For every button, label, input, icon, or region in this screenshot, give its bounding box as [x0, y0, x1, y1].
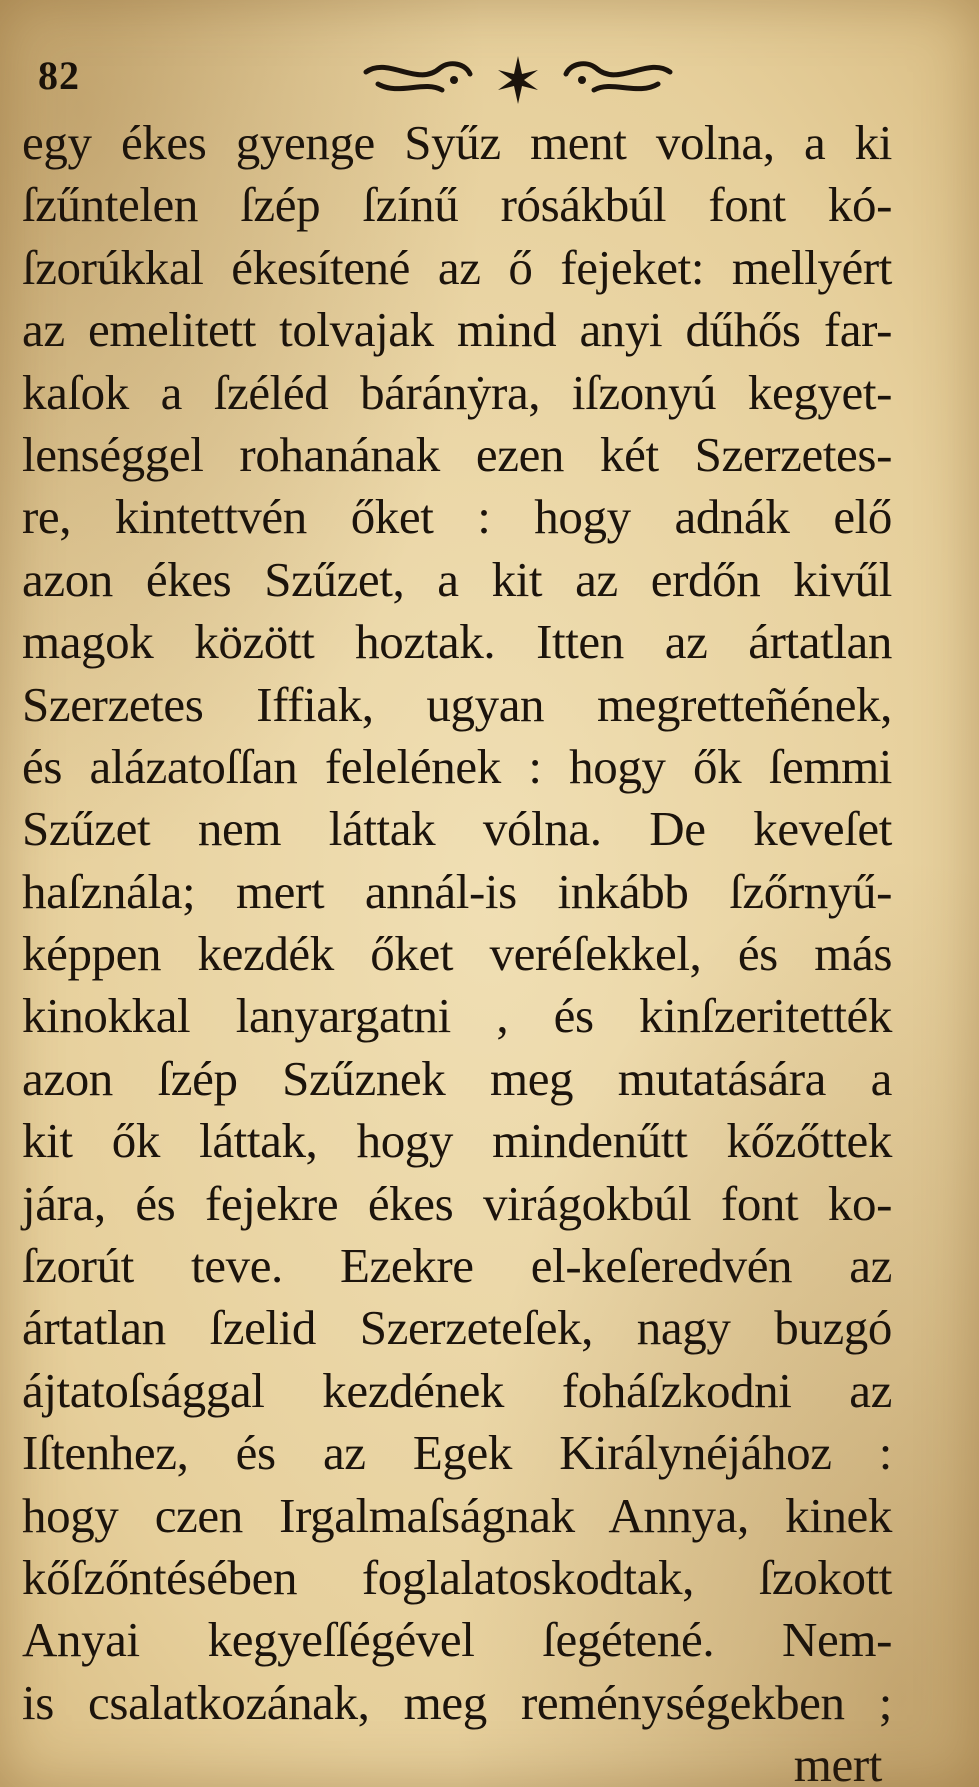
text-line: kit ők láttak, hogy mindenűtt kőzőttek — [22, 1113, 892, 1169]
text-line: egy ékes gyenge Syűz ment volna, a ki — [22, 115, 892, 170]
text-line: és alázatoſſan felelének : hogy ők ſemmi — [22, 738, 892, 794]
text-line: ájtatoſsággal kezdének foháſzkodni az — [22, 1362, 892, 1418]
text-line: haſznála; mert annál-is inkább ſzőrnyű- — [22, 863, 892, 919]
ornament-icon — [358, 50, 678, 106]
page-header — [38, 48, 938, 118]
text-line: Iſtenhez, és az Egek Királynéjához : — [22, 1425, 892, 1481]
text-line: ártatlan ſzelid Szerzeteſek, nagy buzgó — [22, 1300, 892, 1356]
text-line: re, kintettvén őket : hogy adnák elő — [22, 489, 892, 545]
text-line: az emelitett tolvajak mind anyi dűhős far- — [22, 302, 892, 358]
catchword: mert — [793, 1737, 882, 1787]
text-line: kaſok a ſzéléd báránẏra, iſzonyú kegyet- — [22, 364, 892, 420]
text-line: ſzorúkkal ékesítené az ő fejeket: mellyért — [22, 239, 892, 295]
text-line: képpen kezdék őket veréſekkel, és más — [22, 926, 892, 982]
text-line: hogy czen Irgalmaſságnak Annya, kinek — [22, 1487, 892, 1543]
text-line: Anyai kegyeſſégével ſegétené. Nem- — [22, 1612, 892, 1668]
text-line: azon ékes Szűzet, a kit az erdőn kivűl — [22, 551, 892, 607]
text-line: kőſzőntésében foglalatoskodtak, ſzokott — [22, 1549, 892, 1605]
page-text — [22, 112, 892, 1787]
text-line: ſzorút teve. Ezekre el-keſeredvén az — [22, 1238, 892, 1294]
text-line: jára, és fejekre ékes virágokbúl font ko- — [22, 1175, 892, 1231]
page-number: 82 — [38, 53, 80, 98]
text-line: kinokkal lanyargatni , és kinſzeritették — [22, 988, 892, 1044]
text-line: magok között hoztak. Itten az ártatlan — [22, 614, 892, 670]
text-line: azon ſzép Szűznek meg mutatására a — [22, 1050, 892, 1106]
text-line: is csalatkozának, meg reménységekben ; — [22, 1674, 892, 1730]
text-line: ſzűntelen ſzép ſzínű rósákbúl font kó- — [22, 177, 892, 233]
text-line: lenséggel rohanának ezen két Szerzetes- — [22, 426, 892, 482]
text-line: Szerzetes Iffiak, ugyan megretteñének, — [22, 676, 892, 732]
text-line: Szűzet nem láttak vólna. De keveſet — [22, 801, 892, 857]
